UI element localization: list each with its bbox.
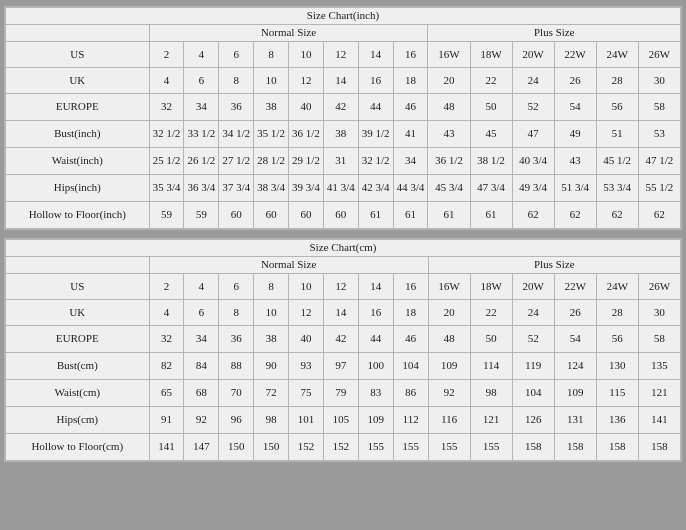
cell: 61: [470, 202, 512, 229]
table-row: [6, 326, 681, 353]
cell: 136: [596, 407, 638, 434]
cell: 43: [554, 148, 596, 175]
table-row: [6, 434, 681, 461]
cell: 18: [393, 300, 428, 326]
cell: 39 3/4: [289, 175, 324, 202]
group-plus-size: Plus Size: [428, 257, 680, 274]
cell: 32: [149, 94, 184, 121]
group-header-row: [6, 25, 681, 42]
table-row: [6, 300, 681, 326]
cell: 14: [323, 300, 358, 326]
cell: 28: [596, 68, 638, 94]
cell: 46: [393, 94, 428, 121]
cell: 26 1/2: [184, 148, 219, 175]
cell: 54: [554, 326, 596, 353]
cell: 40 3/4: [512, 148, 554, 175]
cell: 14: [358, 274, 393, 300]
cell: 92: [184, 407, 219, 434]
cell: 98: [470, 380, 512, 407]
cell: 14: [323, 68, 358, 94]
cell: 4: [184, 274, 219, 300]
cell: 155: [470, 434, 512, 461]
table-row: [6, 175, 681, 202]
cell: 72: [254, 380, 289, 407]
cell: 104: [393, 353, 428, 380]
cell: 12: [289, 68, 324, 94]
cell: 18W: [470, 274, 512, 300]
cell: 158: [554, 434, 596, 461]
cell: 45: [470, 121, 512, 148]
cell: 22: [470, 300, 512, 326]
cell: 79: [323, 380, 358, 407]
cell: 10: [254, 68, 289, 94]
cell: 36 1/2: [289, 121, 324, 148]
table-row: [6, 121, 681, 148]
cell: 20: [428, 300, 470, 326]
cell: 32 1/2: [358, 148, 393, 175]
cell: 68: [184, 380, 219, 407]
cell: 2: [149, 274, 184, 300]
table-row: [6, 94, 681, 121]
page-title: Size Chart(inch): [6, 8, 681, 25]
cell: 36: [219, 94, 254, 121]
chart-title-row: [6, 8, 681, 25]
cell: 36: [219, 326, 254, 353]
cell: 53: [638, 121, 680, 148]
cell: 32: [149, 326, 184, 353]
cell: 10: [289, 42, 324, 68]
cell: 34: [184, 94, 219, 121]
row-label-uk: UK: [6, 68, 150, 94]
cell: 42 3/4: [358, 175, 393, 202]
cell: 22W: [554, 42, 596, 68]
cell: 90: [254, 353, 289, 380]
cell: 158: [638, 434, 680, 461]
cell: 8: [254, 42, 289, 68]
cell: 14: [358, 42, 393, 68]
cell: 42: [323, 326, 358, 353]
cell: 61: [393, 202, 428, 229]
cell: 150: [254, 434, 289, 461]
cell: 152: [289, 434, 324, 461]
cell: 100: [358, 353, 393, 380]
cell: 8: [219, 300, 254, 326]
cell: 8: [254, 274, 289, 300]
cell: 16: [358, 300, 393, 326]
cell: 12: [289, 300, 324, 326]
chart-title-row: [6, 240, 681, 257]
cell: 114: [470, 353, 512, 380]
cell: 16W: [428, 42, 470, 68]
page-title: Size Chart(cm): [6, 240, 681, 257]
row-label-hollow-to-floor: Hollow to Floor(cm): [6, 434, 150, 461]
cell: 62: [638, 202, 680, 229]
cell: 16: [358, 68, 393, 94]
cell: 22W: [554, 274, 596, 300]
cell: 28: [596, 300, 638, 326]
cell: 141: [638, 407, 680, 434]
cell: 91: [149, 407, 184, 434]
cell: 65: [149, 380, 184, 407]
table-row: [6, 202, 681, 229]
row-label-hollow-to-floor: Hollow to Floor(inch): [6, 202, 150, 229]
cell: 18: [393, 68, 428, 94]
cell: 75: [289, 380, 324, 407]
cell: 6: [184, 300, 219, 326]
cell: 10: [289, 274, 324, 300]
cell: 46: [393, 326, 428, 353]
cell: 51: [596, 121, 638, 148]
cell: 50: [470, 94, 512, 121]
row-label-uk: UK: [6, 300, 150, 326]
size-chart-cm: [4, 238, 682, 462]
cell: 152: [323, 434, 358, 461]
cell: 34 1/2: [219, 121, 254, 148]
cell: 34: [184, 326, 219, 353]
cell: 4: [149, 68, 184, 94]
cell: 20W: [512, 42, 554, 68]
cell: 27 1/2: [219, 148, 254, 175]
cell: 93: [289, 353, 324, 380]
cell: 59: [149, 202, 184, 229]
row-label-europe: EUROPE: [6, 326, 150, 353]
cell: 12: [323, 42, 358, 68]
cell: 135: [638, 353, 680, 380]
cell: 105: [323, 407, 358, 434]
cell: 86: [393, 380, 428, 407]
cell: 58: [638, 94, 680, 121]
cell: 30: [638, 68, 680, 94]
cell: 6: [184, 68, 219, 94]
row-label-hips: Hips(inch): [6, 175, 150, 202]
cell: 56: [596, 94, 638, 121]
cell: 49: [554, 121, 596, 148]
group-blank-cell: [6, 257, 150, 274]
cell: 61: [358, 202, 393, 229]
cell: 38: [323, 121, 358, 148]
cell: 36 1/2: [428, 148, 470, 175]
cell: 37 3/4: [219, 175, 254, 202]
cell: 30: [638, 300, 680, 326]
cell: 38 3/4: [254, 175, 289, 202]
cell: 26: [554, 68, 596, 94]
cell: 44 3/4: [393, 175, 428, 202]
cell: 8: [219, 68, 254, 94]
cell: 155: [358, 434, 393, 461]
cell: 115: [596, 380, 638, 407]
cell: 16W: [428, 274, 470, 300]
cell: 92: [428, 380, 470, 407]
cell: 40: [289, 94, 324, 121]
cell: 62: [554, 202, 596, 229]
cell: 25 1/2: [149, 148, 184, 175]
cell: 20: [428, 68, 470, 94]
cell: 83: [358, 380, 393, 407]
cell: 53 3/4: [596, 175, 638, 202]
cell: 18W: [470, 42, 512, 68]
cell: 26W: [638, 42, 680, 68]
cell: 35 3/4: [149, 175, 184, 202]
cell: 24: [512, 68, 554, 94]
cell: 38: [254, 94, 289, 121]
cell: 38 1/2: [470, 148, 512, 175]
cell: 4: [149, 300, 184, 326]
cell: 36 3/4: [184, 175, 219, 202]
cell: 22: [470, 68, 512, 94]
cell: 70: [219, 380, 254, 407]
cell: 42: [323, 94, 358, 121]
cell: 116: [428, 407, 470, 434]
cell: 2: [149, 42, 184, 68]
cell: 33 1/2: [184, 121, 219, 148]
table-row: [6, 353, 681, 380]
cell: 155: [393, 434, 428, 461]
cell: 96: [219, 407, 254, 434]
row-label-us: US: [6, 42, 150, 68]
size-chart-cm-table: [5, 239, 681, 461]
table-row: [6, 380, 681, 407]
cell: 26W: [638, 274, 680, 300]
cell: 39 1/2: [358, 121, 393, 148]
cell: 59: [184, 202, 219, 229]
cell: 121: [638, 380, 680, 407]
table-row: [6, 407, 681, 434]
cell: 112: [393, 407, 428, 434]
cell: 34: [393, 148, 428, 175]
cell: 130: [596, 353, 638, 380]
cell: 147: [184, 434, 219, 461]
cell: 54: [554, 94, 596, 121]
cell: 47: [512, 121, 554, 148]
cell: 131: [554, 407, 596, 434]
cell: 47 3/4: [470, 175, 512, 202]
cell: 158: [596, 434, 638, 461]
cell: 109: [554, 380, 596, 407]
cell: 82: [149, 353, 184, 380]
group-plus-size: Plus Size: [428, 25, 681, 42]
cell: 61: [428, 202, 470, 229]
group-normal-size: Normal Size: [149, 25, 428, 42]
cell: 6: [219, 42, 254, 68]
cell: 24W: [596, 42, 638, 68]
cell: 49 3/4: [512, 175, 554, 202]
row-label-us: US: [6, 274, 150, 300]
cell: 44: [358, 94, 393, 121]
table-row: [6, 274, 681, 300]
cell: 38: [254, 326, 289, 353]
cell: 12: [323, 274, 358, 300]
cell: 56: [596, 326, 638, 353]
cell: 41 3/4: [323, 175, 358, 202]
row-label-waist: Waist(inch): [6, 148, 150, 175]
cell: 88: [219, 353, 254, 380]
cell: 31: [323, 148, 358, 175]
cell: 126: [512, 407, 554, 434]
size-chart-inch-table: [5, 7, 681, 229]
cell: 119: [512, 353, 554, 380]
table-row: [6, 148, 681, 175]
cell: 44: [358, 326, 393, 353]
cell: 10: [254, 300, 289, 326]
cell: 50: [470, 326, 512, 353]
cell: 101: [289, 407, 324, 434]
cell: 32 1/2: [149, 121, 184, 148]
cell: 26: [554, 300, 596, 326]
cell: 84: [184, 353, 219, 380]
size-chart-inch: [4, 6, 682, 230]
cell: 20W: [512, 274, 554, 300]
cell: 29 1/2: [289, 148, 324, 175]
cell: 35 1/2: [254, 121, 289, 148]
cell: 16: [393, 42, 428, 68]
cell: 45 3/4: [428, 175, 470, 202]
group-header-row: [6, 257, 681, 274]
cell: 47 1/2: [638, 148, 680, 175]
cell: 45 1/2: [596, 148, 638, 175]
cell: 97: [323, 353, 358, 380]
table-row: [6, 42, 681, 68]
cell: 24: [512, 300, 554, 326]
cell: 55 1/2: [638, 175, 680, 202]
group-blank-cell: [6, 25, 150, 42]
row-label-bust: Bust(inch): [6, 121, 150, 148]
cell: 104: [512, 380, 554, 407]
cell: 41: [393, 121, 428, 148]
cell: 24W: [596, 274, 638, 300]
cell: 60: [323, 202, 358, 229]
row-label-waist: Waist(cm): [6, 380, 150, 407]
table-row: [6, 68, 681, 94]
cell: 52: [512, 94, 554, 121]
cell: 60: [289, 202, 324, 229]
cell: 109: [428, 353, 470, 380]
cell: 150: [219, 434, 254, 461]
cell: 124: [554, 353, 596, 380]
cell: 40: [289, 326, 324, 353]
cell: 121: [470, 407, 512, 434]
cell: 109: [358, 407, 393, 434]
cell: 48: [428, 326, 470, 353]
cell: 62: [512, 202, 554, 229]
cell: 158: [512, 434, 554, 461]
cell: 16: [393, 274, 428, 300]
cell: 43: [428, 121, 470, 148]
cell: 4: [184, 42, 219, 68]
group-normal-size: Normal Size: [149, 257, 428, 274]
cell: 48: [428, 94, 470, 121]
cell: 60: [219, 202, 254, 229]
cell: 28 1/2: [254, 148, 289, 175]
cell: 6: [219, 274, 254, 300]
cell: 155: [428, 434, 470, 461]
cell: 98: [254, 407, 289, 434]
cell: 51 3/4: [554, 175, 596, 202]
row-label-hips: Hips(cm): [6, 407, 150, 434]
cell: 58: [638, 326, 680, 353]
row-label-bust: Bust(cm): [6, 353, 150, 380]
cell: 52: [512, 326, 554, 353]
cell: 60: [254, 202, 289, 229]
cell: 141: [149, 434, 184, 461]
row-label-europe: EUROPE: [6, 94, 150, 121]
cell: 62: [596, 202, 638, 229]
